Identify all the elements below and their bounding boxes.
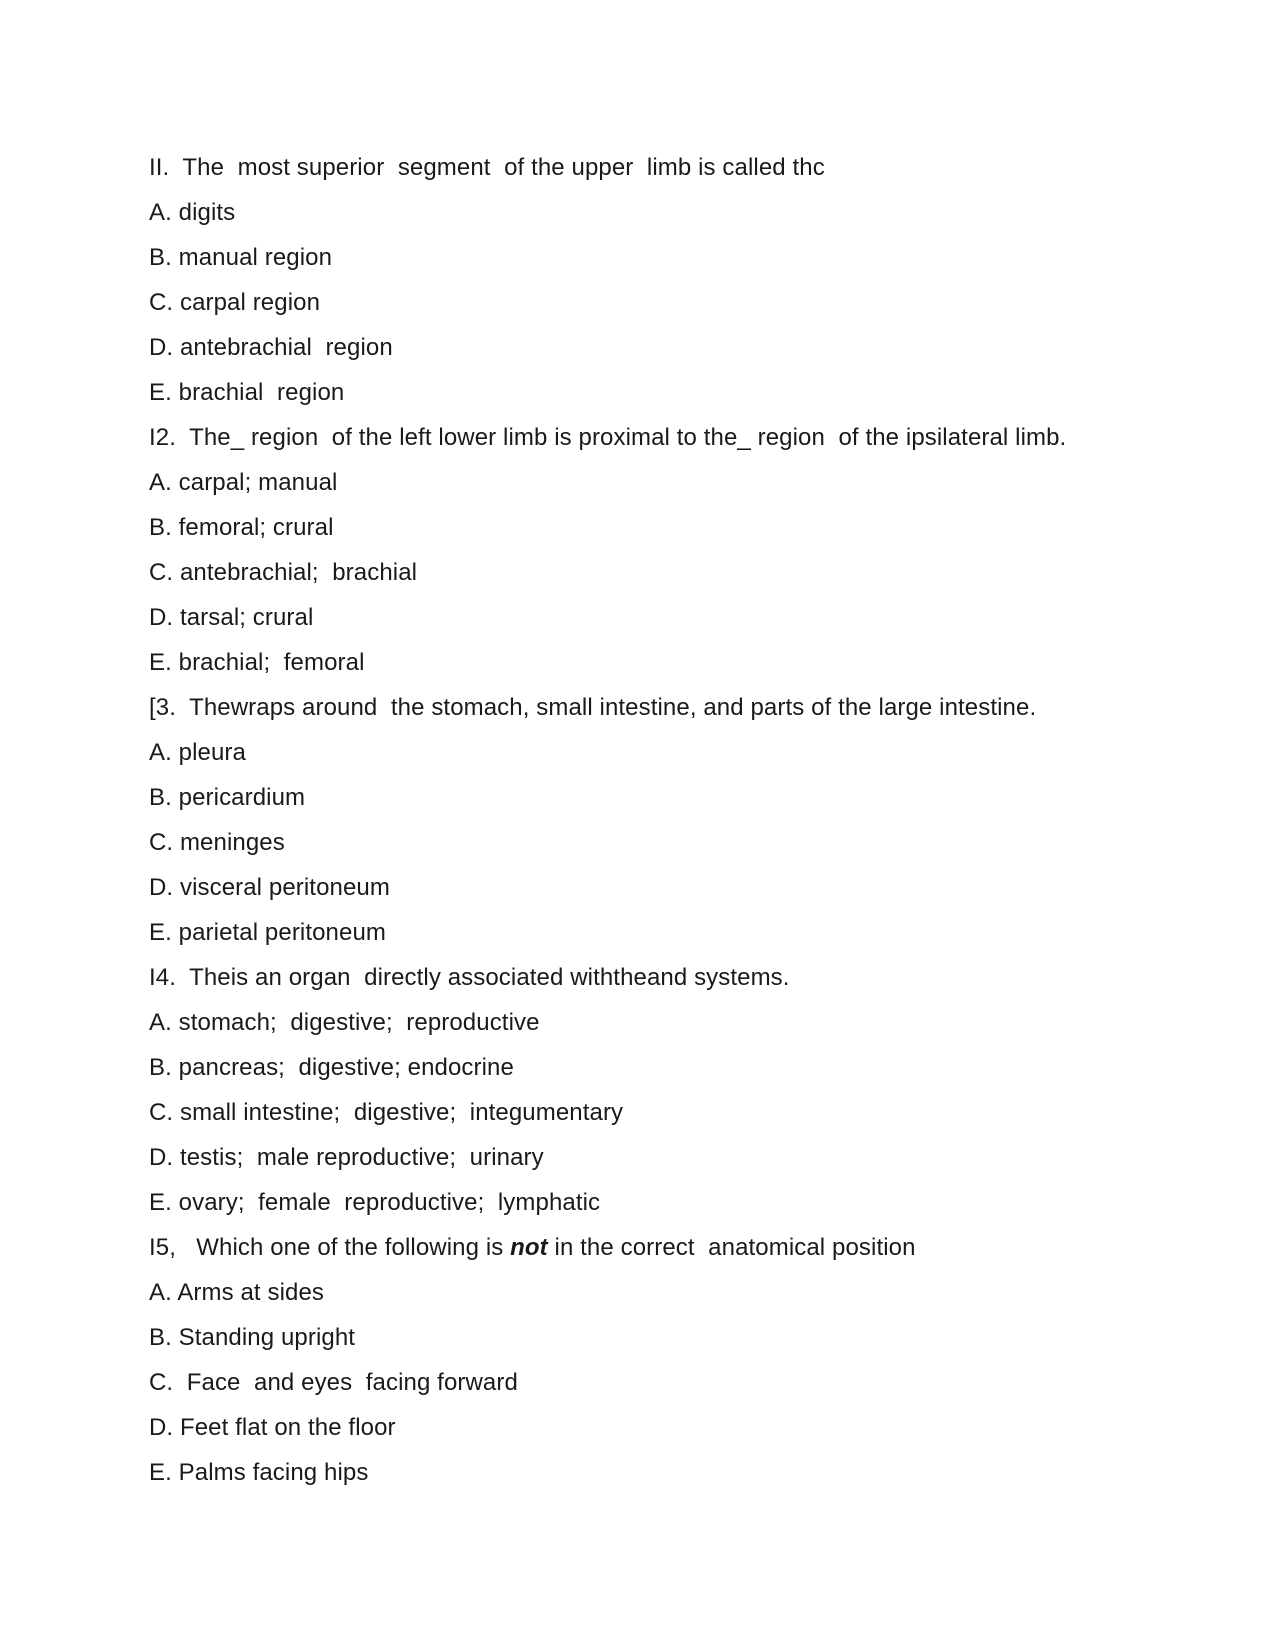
answer-option: C. antebrachial; brachial bbox=[149, 559, 418, 586]
answer-option: D. visceral peritoneum bbox=[149, 874, 390, 901]
question-13 bbox=[149, 685, 1209, 955]
answer-option: B. pericardium bbox=[149, 784, 306, 811]
answer-option: D. testis; male reproductive; urinary bbox=[149, 1144, 544, 1171]
question-11 bbox=[149, 145, 1209, 415]
answer-option: B. manual region bbox=[149, 244, 333, 271]
answer-option: A. carpal; manual bbox=[149, 469, 338, 496]
answer-option: B. femoral; crural bbox=[149, 514, 334, 541]
answer-option: B. Standing upright bbox=[149, 1324, 356, 1351]
stem-text-before: I5, Which one of the following is bbox=[149, 1234, 511, 1261]
question-stem bbox=[149, 1225, 1209, 1270]
stem-emphasis: not bbox=[510, 1234, 548, 1261]
answer-option: C. meninges bbox=[149, 829, 285, 856]
answer-option: C. small intestine; digestive; integumentary bbox=[149, 1099, 624, 1126]
answer-option: E. Palms facing hips bbox=[149, 1459, 369, 1486]
question-stem: I4. Theis an organ directly associated withtheand systems. bbox=[149, 964, 790, 991]
answer-option: A. digits bbox=[149, 199, 236, 226]
answer-option: E. brachial; femoral bbox=[149, 649, 365, 676]
answer-option: C. Face and eyes facing forward bbox=[149, 1369, 518, 1396]
question-15 bbox=[149, 1225, 1209, 1495]
answer-option: A. stomach; digestive; reproductive bbox=[149, 1009, 540, 1036]
answer-option: E. brachial region bbox=[149, 379, 345, 406]
answer-option: D. Feet flat on the floor bbox=[149, 1414, 396, 1441]
question-stem: II. The most superior segment of the upper limb is called thc bbox=[149, 154, 825, 181]
answer-option: D. tarsal; crural bbox=[149, 604, 314, 631]
question-stem: [3. Thewraps around the stomach, small intestine, and parts of the large intestine. bbox=[149, 694, 1037, 721]
question-stem: I2. The_ region of the left lower limb is proximal to the_ region of the ipsilateral limb. bbox=[149, 424, 1067, 451]
answer-option: A. Arms at sides bbox=[149, 1279, 324, 1306]
answer-option: E. ovary; female reproductive; lymphatic bbox=[149, 1189, 601, 1216]
answer-option: A. pleura bbox=[149, 739, 246, 766]
answer-option: B. pancreas; digestive; endocrine bbox=[149, 1054, 514, 1081]
stem-text-after: in the correct anatomical position bbox=[547, 1234, 916, 1261]
question-14 bbox=[149, 955, 1209, 1225]
answer-option: E. parietal peritoneum bbox=[149, 919, 386, 946]
question-list bbox=[149, 145, 1209, 1495]
question-12 bbox=[149, 415, 1209, 685]
answer-option: D. antebrachial region bbox=[149, 334, 393, 361]
answer-option: C. carpal region bbox=[149, 289, 321, 316]
